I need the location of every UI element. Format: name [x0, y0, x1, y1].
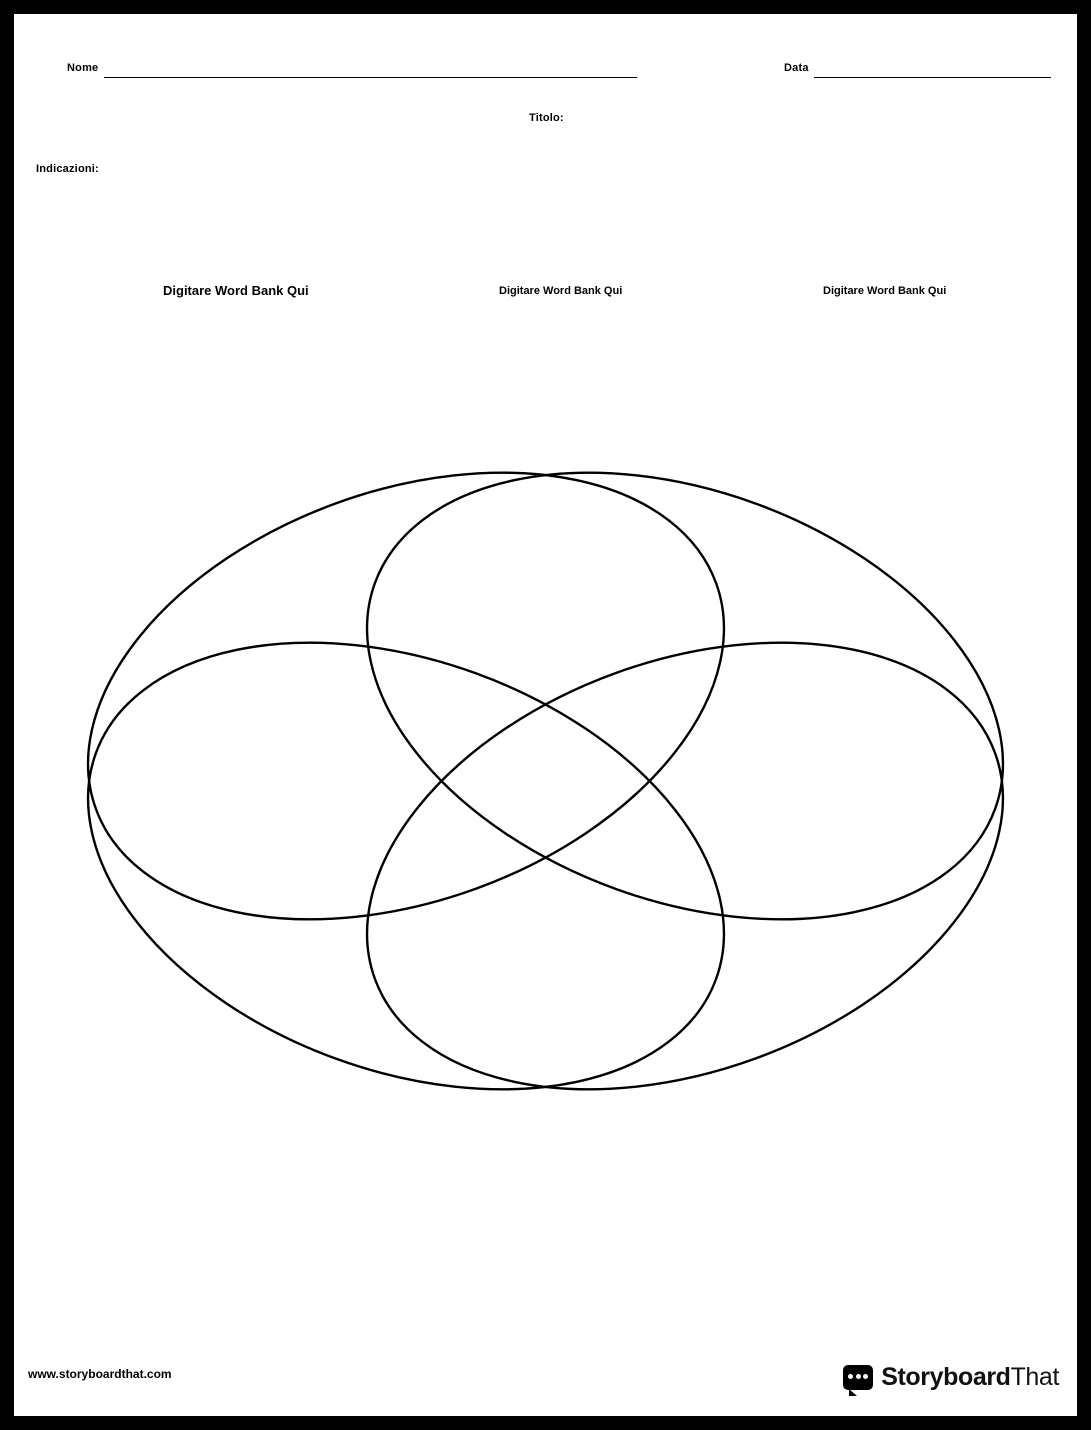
- brand-name-first: Storyboard: [881, 1363, 1011, 1391]
- storyboardthat-logo: [843, 1363, 1059, 1392]
- brand-name-second: That: [1010, 1363, 1059, 1391]
- worksheet-page: [14, 14, 1077, 1416]
- header-row: [14, 52, 1077, 80]
- venn-diagram: [14, 414, 1077, 1154]
- name-input-line[interactable]: [104, 77, 637, 78]
- brand-wordmark: [881, 1363, 1059, 1392]
- title-label[interactable]: Titolo:: [529, 112, 564, 124]
- word-bank-label-2[interactable]: Digitare Word Bank Qui: [499, 285, 623, 297]
- venn-ellipse-top-right[interactable]: [305, 414, 1065, 1002]
- date-label: Data: [784, 62, 809, 74]
- date-input-line[interactable]: [814, 77, 1051, 78]
- word-bank-label-3[interactable]: Digitare Word Bank Qui: [823, 285, 947, 297]
- venn-ellipse-bottom-right[interactable]: [305, 560, 1065, 1154]
- name-label: Nome: [67, 62, 99, 74]
- footer-url[interactable]: www.storyboardthat.com: [28, 1367, 172, 1381]
- word-bank-label-1[interactable]: Digitare Word Bank Qui: [163, 283, 309, 298]
- venn-ellipse-top-left[interactable]: [26, 414, 786, 1002]
- speech-bubble-icon: [843, 1365, 873, 1390]
- venn-ellipse-bottom-left[interactable]: [26, 560, 786, 1154]
- directions-label[interactable]: Indicazioni:: [36, 163, 99, 175]
